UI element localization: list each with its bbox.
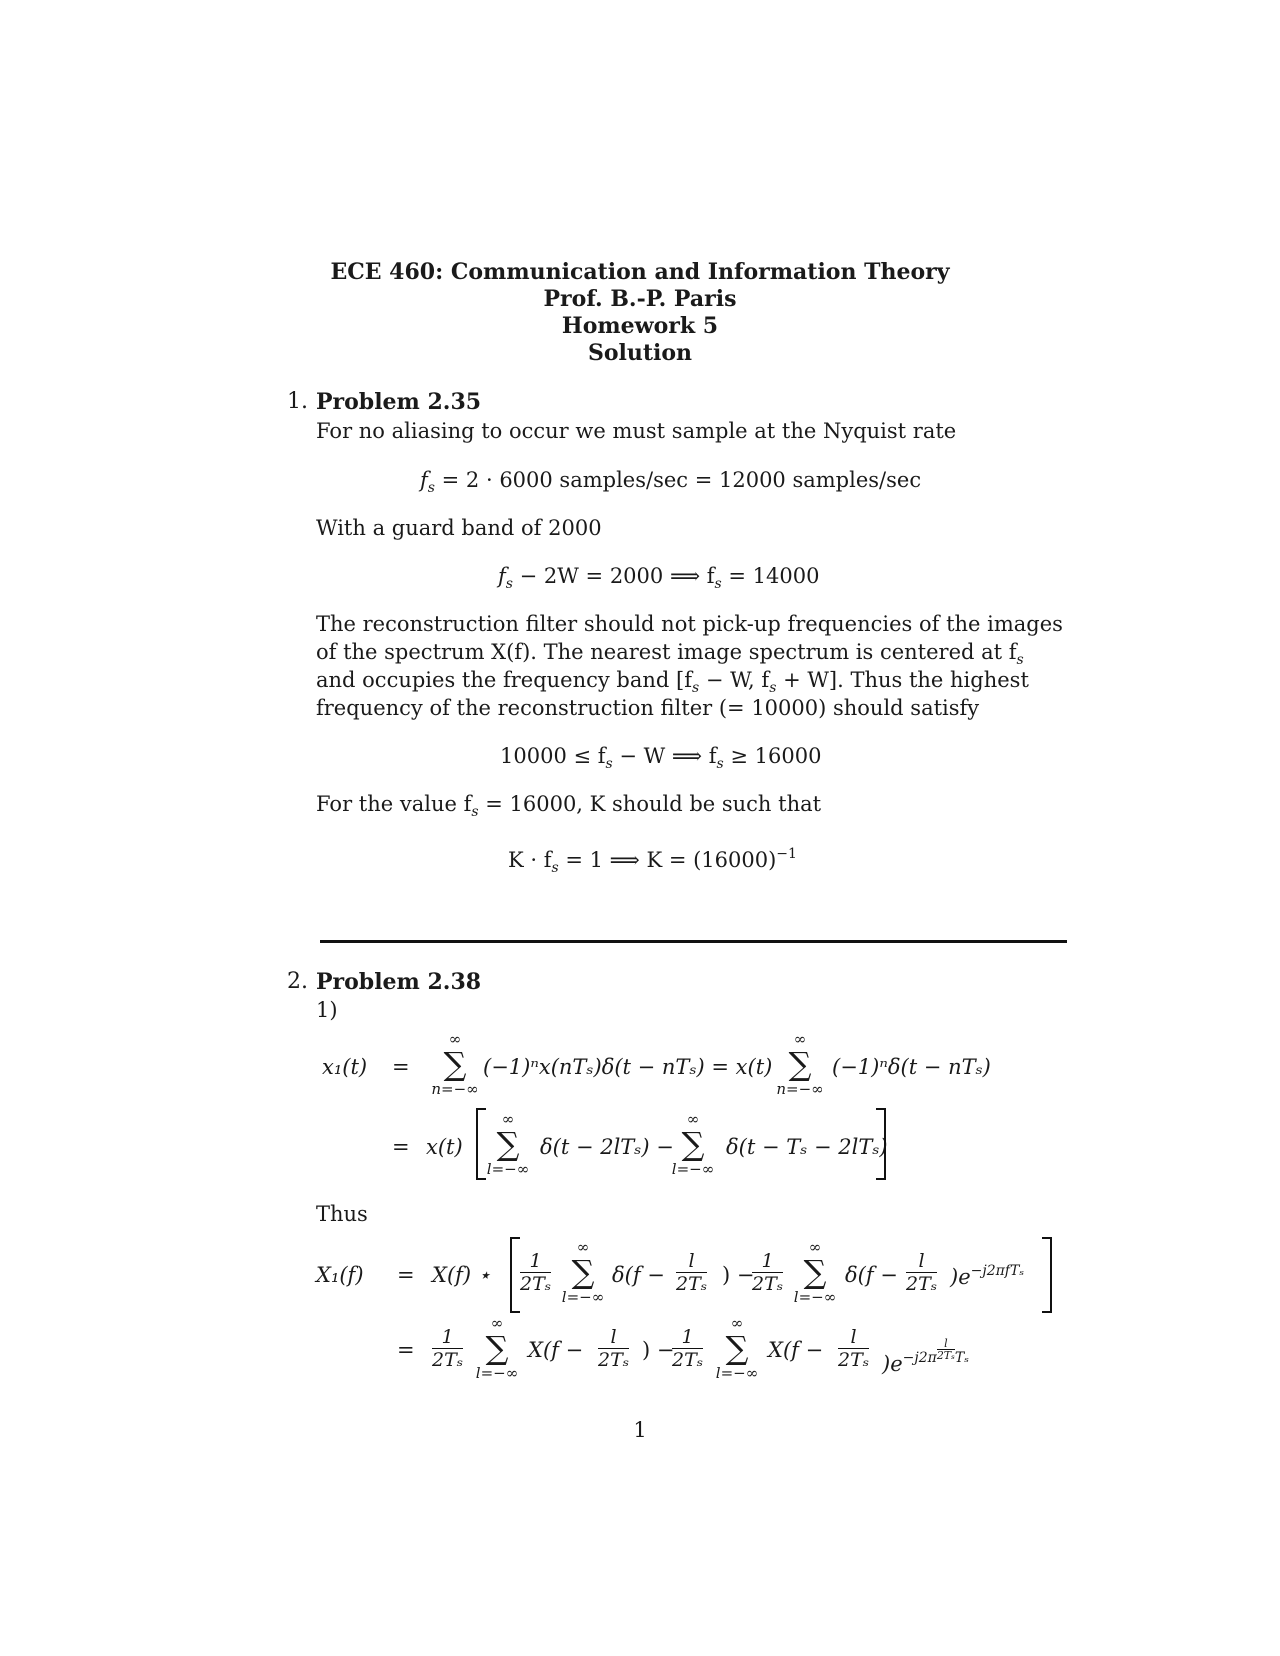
equation-filter-condition: $10000 \le f_s - W$ ⟹ $f_s \ge 16000$ bbox=[500, 744, 822, 772]
problem-2-number: 2. bbox=[287, 969, 308, 994]
x1-line-1-term-2: (−1)ⁿδ(t − nTₛ) bbox=[832, 1055, 991, 1079]
X1-delta-2: δ(f − bbox=[845, 1263, 898, 1287]
X1-lhs: X₁(f) bbox=[316, 1263, 364, 1287]
x1-line-2-factor: x(t) bbox=[426, 1135, 463, 1159]
left-bracket-2 bbox=[510, 1237, 520, 1313]
page-number: 1 bbox=[633, 1418, 647, 1442]
x1-sum-1: ∞ ∑ n=−∞ bbox=[431, 1030, 479, 1098]
X1-equals-1: = bbox=[397, 1263, 415, 1287]
reconstruction-text-line-2: of the spectrum X(f). The nearest image spectrum is centered at $f_s$ bbox=[316, 640, 1024, 668]
X1-sum-2: ∞ ∑ l=−∞ bbox=[793, 1238, 837, 1306]
assignment-title: Homework 5 bbox=[561, 313, 719, 339]
X1-sum-1: ∞ ∑ l=−∞ bbox=[561, 1238, 605, 1306]
x1-equals-1: = bbox=[392, 1055, 410, 1079]
X1-exp-term-1: )$e^{-j2\pi fT_s}$ bbox=[950, 1263, 1025, 1289]
reconstruction-text-line-1: The reconstruction filter should not pick-up frequencies of the images bbox=[316, 612, 1063, 636]
problem-2-part: 1) bbox=[316, 998, 338, 1022]
X1-equals-2: = bbox=[397, 1338, 415, 1362]
X1-frac-3: $\frac{1}{\text{2Tₛ}}$ bbox=[752, 1250, 784, 1295]
x1-lhs: x₁(t) bbox=[322, 1055, 368, 1079]
x1-sum-2: ∞ ∑ n=−∞ bbox=[776, 1030, 824, 1098]
equation-nyquist-rate: $f_s = 2 \cdot 6000$ samples/sec = 12000 samples/sec bbox=[420, 468, 922, 496]
x1-sum-3: ∞ ∑ l=−∞ bbox=[486, 1110, 530, 1178]
solution-label: Solution bbox=[587, 340, 693, 366]
X1-frac-2: $\frac{l}{\text{2Tₛ}}$ bbox=[676, 1250, 708, 1295]
X1-frac-4: $\frac{l}{\text{2Tₛ}}$ bbox=[906, 1250, 938, 1295]
X1-frac-7: $\frac{1}{\text{2Tₛ}}$ bbox=[672, 1326, 704, 1371]
X1-Xf-2: X(f − bbox=[768, 1338, 824, 1362]
section-divider bbox=[320, 940, 1067, 943]
X1-line-1-factor: X(f) ⋆ bbox=[432, 1263, 491, 1287]
X1-minus-2: ) − bbox=[642, 1338, 675, 1362]
X1-minus-1: ) − bbox=[722, 1263, 755, 1287]
x1-line-2-term-2: δ(t − Tₛ − 2lTₛ) bbox=[726, 1135, 888, 1159]
problem-1-intro: For no aliasing to occur we must sample at the Nyquist rate bbox=[316, 419, 957, 443]
X1-delta-1: δ(f − bbox=[612, 1263, 665, 1287]
X1-frac-6: $\frac{l}{\text{2Tₛ}}$ bbox=[598, 1326, 630, 1371]
equation-guard-band: $f_s - 2W = 2000$ ⟹ $f_s = 14000$ bbox=[498, 564, 820, 592]
X1-exp-term-2: )$e^{-j2\pi}$ $\frac{l}{\text{2Tₛ}}$ $^{T_s}$ bbox=[882, 1337, 969, 1376]
right-bracket-2 bbox=[1042, 1237, 1052, 1313]
X1-frac-5: $\frac{1}{\text{2Tₛ}}$ bbox=[432, 1326, 464, 1371]
instructor: Prof. B.-P. Paris bbox=[543, 286, 737, 312]
X1-frac-1: $\frac{1}{\text{2Tₛ}}$ bbox=[520, 1250, 552, 1295]
right-bracket-1 bbox=[876, 1108, 886, 1180]
value-text: For the value $f_s = 16000$, K should be such that bbox=[316, 792, 822, 820]
problem-1-title: Problem 2.35 bbox=[316, 389, 482, 415]
equation-k-value: $K \cdot f_s = 1$ ⟹ $K = (16000)^{-1}$ bbox=[508, 846, 797, 876]
problem-1-number: 1. bbox=[287, 389, 308, 414]
x1-sum-4: ∞ ∑ l=−∞ bbox=[671, 1110, 715, 1178]
x1-line-2-term-1: δ(t − 2lTₛ) − bbox=[540, 1135, 674, 1159]
reconstruction-text-line-4: frequency of the reconstruction filter (= 10000) should satisfy bbox=[316, 696, 980, 720]
x1-line-1-term: (−1)ⁿx(nTₛ)δ(t − nTₛ) = x(t) bbox=[483, 1055, 773, 1079]
thus-text: Thus bbox=[316, 1202, 368, 1226]
problem-2-title: Problem 2.38 bbox=[316, 969, 482, 995]
guard-band-text: With a guard band of 2000 bbox=[316, 516, 602, 540]
X1-Xf-1: X(f − bbox=[528, 1338, 584, 1362]
X1-frac-8: $\frac{l}{\text{2Tₛ}}$ bbox=[838, 1326, 870, 1371]
reconstruction-text-line-3: and occupies the frequency band [$f_s - W$, $f_s + W$]. Thus the highest bbox=[316, 668, 1029, 696]
X1-sum-3: ∞ ∑ l=−∞ bbox=[475, 1314, 519, 1382]
x1-equals-2: = bbox=[392, 1135, 410, 1159]
X1-sum-4: ∞ ∑ l=−∞ bbox=[715, 1314, 759, 1382]
course-title: ECE 460: Communication and Information Theory bbox=[330, 259, 950, 285]
